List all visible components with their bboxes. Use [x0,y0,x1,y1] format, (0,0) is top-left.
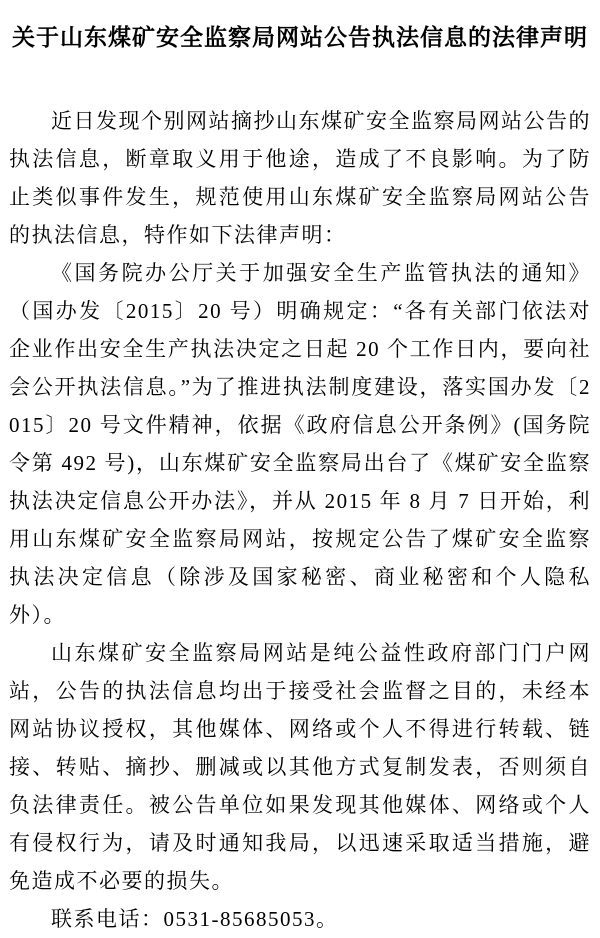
document-body [9,102,591,938]
contact-phone-line: 联系电话：0531-85685053。 [51,907,339,931]
paragraph-copyright-notice: 山东煤矿安全监察局网站是纯公益性政府部门门户网站，公告的执法信息均出于接受社会监督之目的，未经本网站协议授权，其他媒体、网络或个人不得进行转载、链接、转贴、摘抄、删减或以其他方式复制发表，否则须自负法律责任。被公告单位如果发现其他媒体、网络或个人有侵权行为，请及时通知我局，以迅速采取适当措施，避免造成不必要的损失。 [9,641,591,893]
paragraph-policy-basis: 《国务院办公厅关于加强安全生产监管执法的通知》（国办发〔2015〕20 号）明确规定：“各有关部门依法对企业作出安全生产执法决定之日起 20 个工作日内，要向社会公开执法信息。”为了推进执法制度建设，落实国办发〔2015〕20 号文件精神，依据《政府信息公开条例》(国务院令第 492 号)，山东煤矿安全监察局出台了《煤矿安全监察执法决定信息公开办法》，并从 2015 年 8 月 7 日开始，利用山东煤矿安全监察局网站，按规定公告了煤矿安全监察执法决定信息（除涉及国家秘密、商业秘密和个人隐私外）。 [9,261,591,627]
document-title: 关于山东煤矿安全监察局网站公告执法信息的法律声明 [12,24,588,50]
paragraph-intro: 近日发现个别网站摘抄山东煤矿安全监察局网站公告的执法信息，断章取义用于他途，造成了不良影响。为了防止类似事件发生，规范使用山东煤矿安全监察局网站公告的执法信息，特作如下法律声明： [9,109,591,247]
